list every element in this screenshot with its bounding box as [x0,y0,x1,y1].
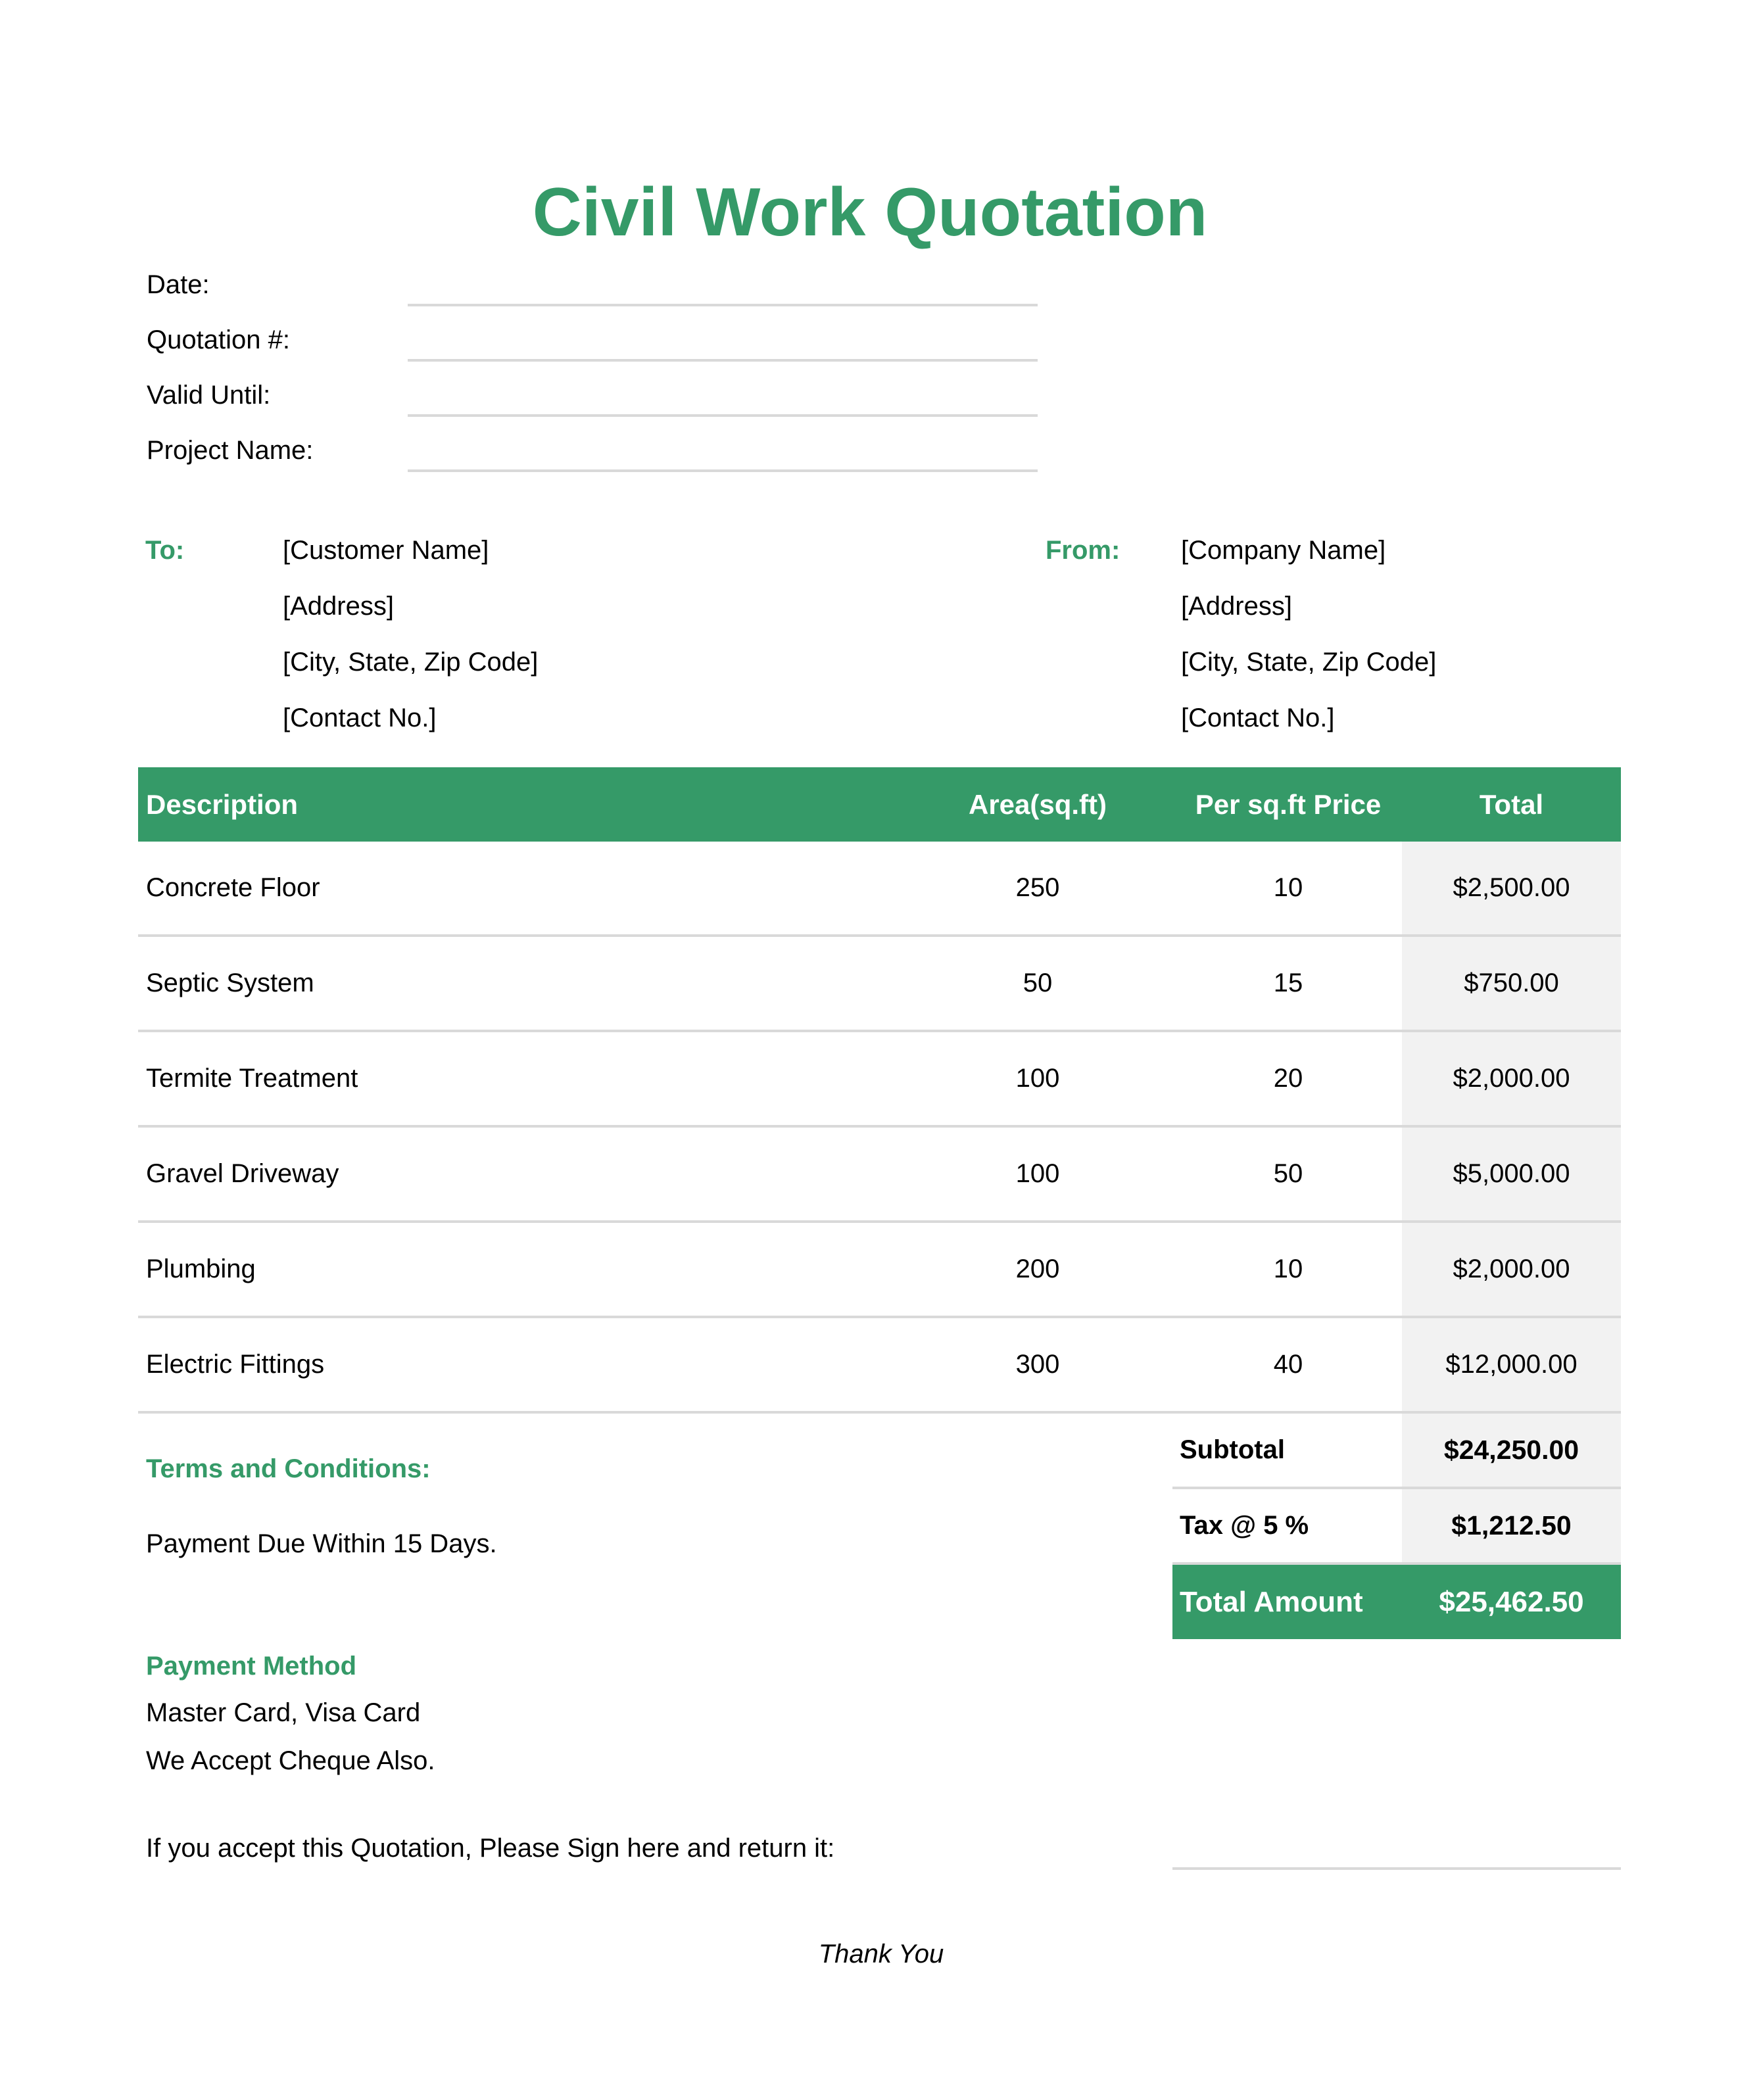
header-total: Total [1479,789,1544,820]
terms-text: Payment Due Within 15 Days. [146,1529,497,1558]
total-amount-value: $25,462.50 [1439,1586,1584,1618]
table-header [138,767,1621,842]
valid-until-label: Valid Until: [147,381,271,410]
valid-until-field[interactable] [408,414,1038,417]
signature-field[interactable] [1172,1867,1621,1870]
table-row [138,842,1621,937]
from-label: From: [1046,536,1120,565]
project-name-field[interactable] [408,469,1038,472]
row-price: 10 [1273,873,1303,902]
project-name-label: Project Name: [147,436,314,465]
row-description: Plumbing [146,1254,256,1283]
subtotal-row [1172,1414,1621,1489]
to-address: [Address] [283,592,394,621]
header-area: Area(sq.ft) [968,789,1107,820]
quotation-number-label: Quotation #: [147,325,290,354]
row-description: Electric Fittings [146,1350,325,1379]
table-row [138,1032,1621,1128]
row-price: 20 [1273,1064,1303,1093]
row-description: Gravel Driveway [146,1159,339,1188]
row-total: $5,000.00 [1453,1159,1570,1188]
row-area: 100 [1015,1064,1060,1093]
row-area: 250 [1015,873,1060,902]
row-area: 300 [1015,1350,1060,1379]
payment-method-cheque: We Accept Cheque Also. [146,1746,435,1775]
payment-method-heading: Payment Method [146,1652,357,1681]
to-city-state-zip: [City, State, Zip Code] [283,648,539,677]
date-label: Date: [147,270,210,299]
to-label: To: [145,536,185,565]
row-total: $2,000.00 [1453,1254,1570,1283]
row-description: Termite Treatment [146,1064,358,1093]
from-address: [Address] [1181,592,1292,621]
row-area: 50 [1023,968,1053,997]
row-price: 15 [1273,968,1303,997]
terms-heading: Terms and Conditions: [146,1454,431,1483]
header-price: Per sq.ft Price [1195,789,1382,820]
table-row [138,1318,1621,1414]
subtotal-value: $24,250.00 [1443,1435,1579,1465]
row-total: $2,500.00 [1453,873,1570,902]
row-description: Concrete Floor [146,873,320,902]
from-city-state-zip: [City, State, Zip Code] [1181,648,1437,677]
to-contact-no: [Contact No.] [283,704,437,732]
signature-prompt: If you accept this Quotation, Please Sign here and return it: [146,1834,835,1863]
to-customer-name: [Customer Name] [283,536,489,565]
table-row [138,1223,1621,1318]
total-amount-row [1172,1565,1621,1639]
payment-method-cards: Master Card, Visa Card [146,1698,421,1727]
row-price: 50 [1273,1159,1303,1188]
thank-you-note: Thank You [818,1940,944,1969]
row-total: $2,000.00 [1453,1064,1570,1093]
table-row [138,1128,1621,1223]
page-title: Civil Work Quotation [532,174,1208,251]
tax-value: $1,212.50 [1451,1510,1572,1540]
subtotal-label: Subtotal [1180,1435,1285,1464]
from-contact-no: [Contact No.] [1181,704,1335,732]
row-area: 200 [1015,1254,1060,1283]
row-area: 100 [1015,1159,1060,1188]
tax-row [1172,1489,1621,1565]
header-description: Description [146,789,299,820]
row-total: $12,000.00 [1445,1350,1578,1379]
row-description: Septic System [146,968,314,997]
tax-label: Tax @ 5 % [1180,1511,1309,1540]
row-total: $750.00 [1464,968,1559,997]
total-amount-label: Total Amount [1180,1586,1363,1618]
date-field[interactable] [408,304,1038,306]
quotation-number-field[interactable] [408,359,1038,362]
row-price: 40 [1273,1350,1303,1379]
row-price: 10 [1273,1254,1303,1283]
from-company-name: [Company Name] [1181,536,1386,565]
table-row [138,937,1621,1032]
